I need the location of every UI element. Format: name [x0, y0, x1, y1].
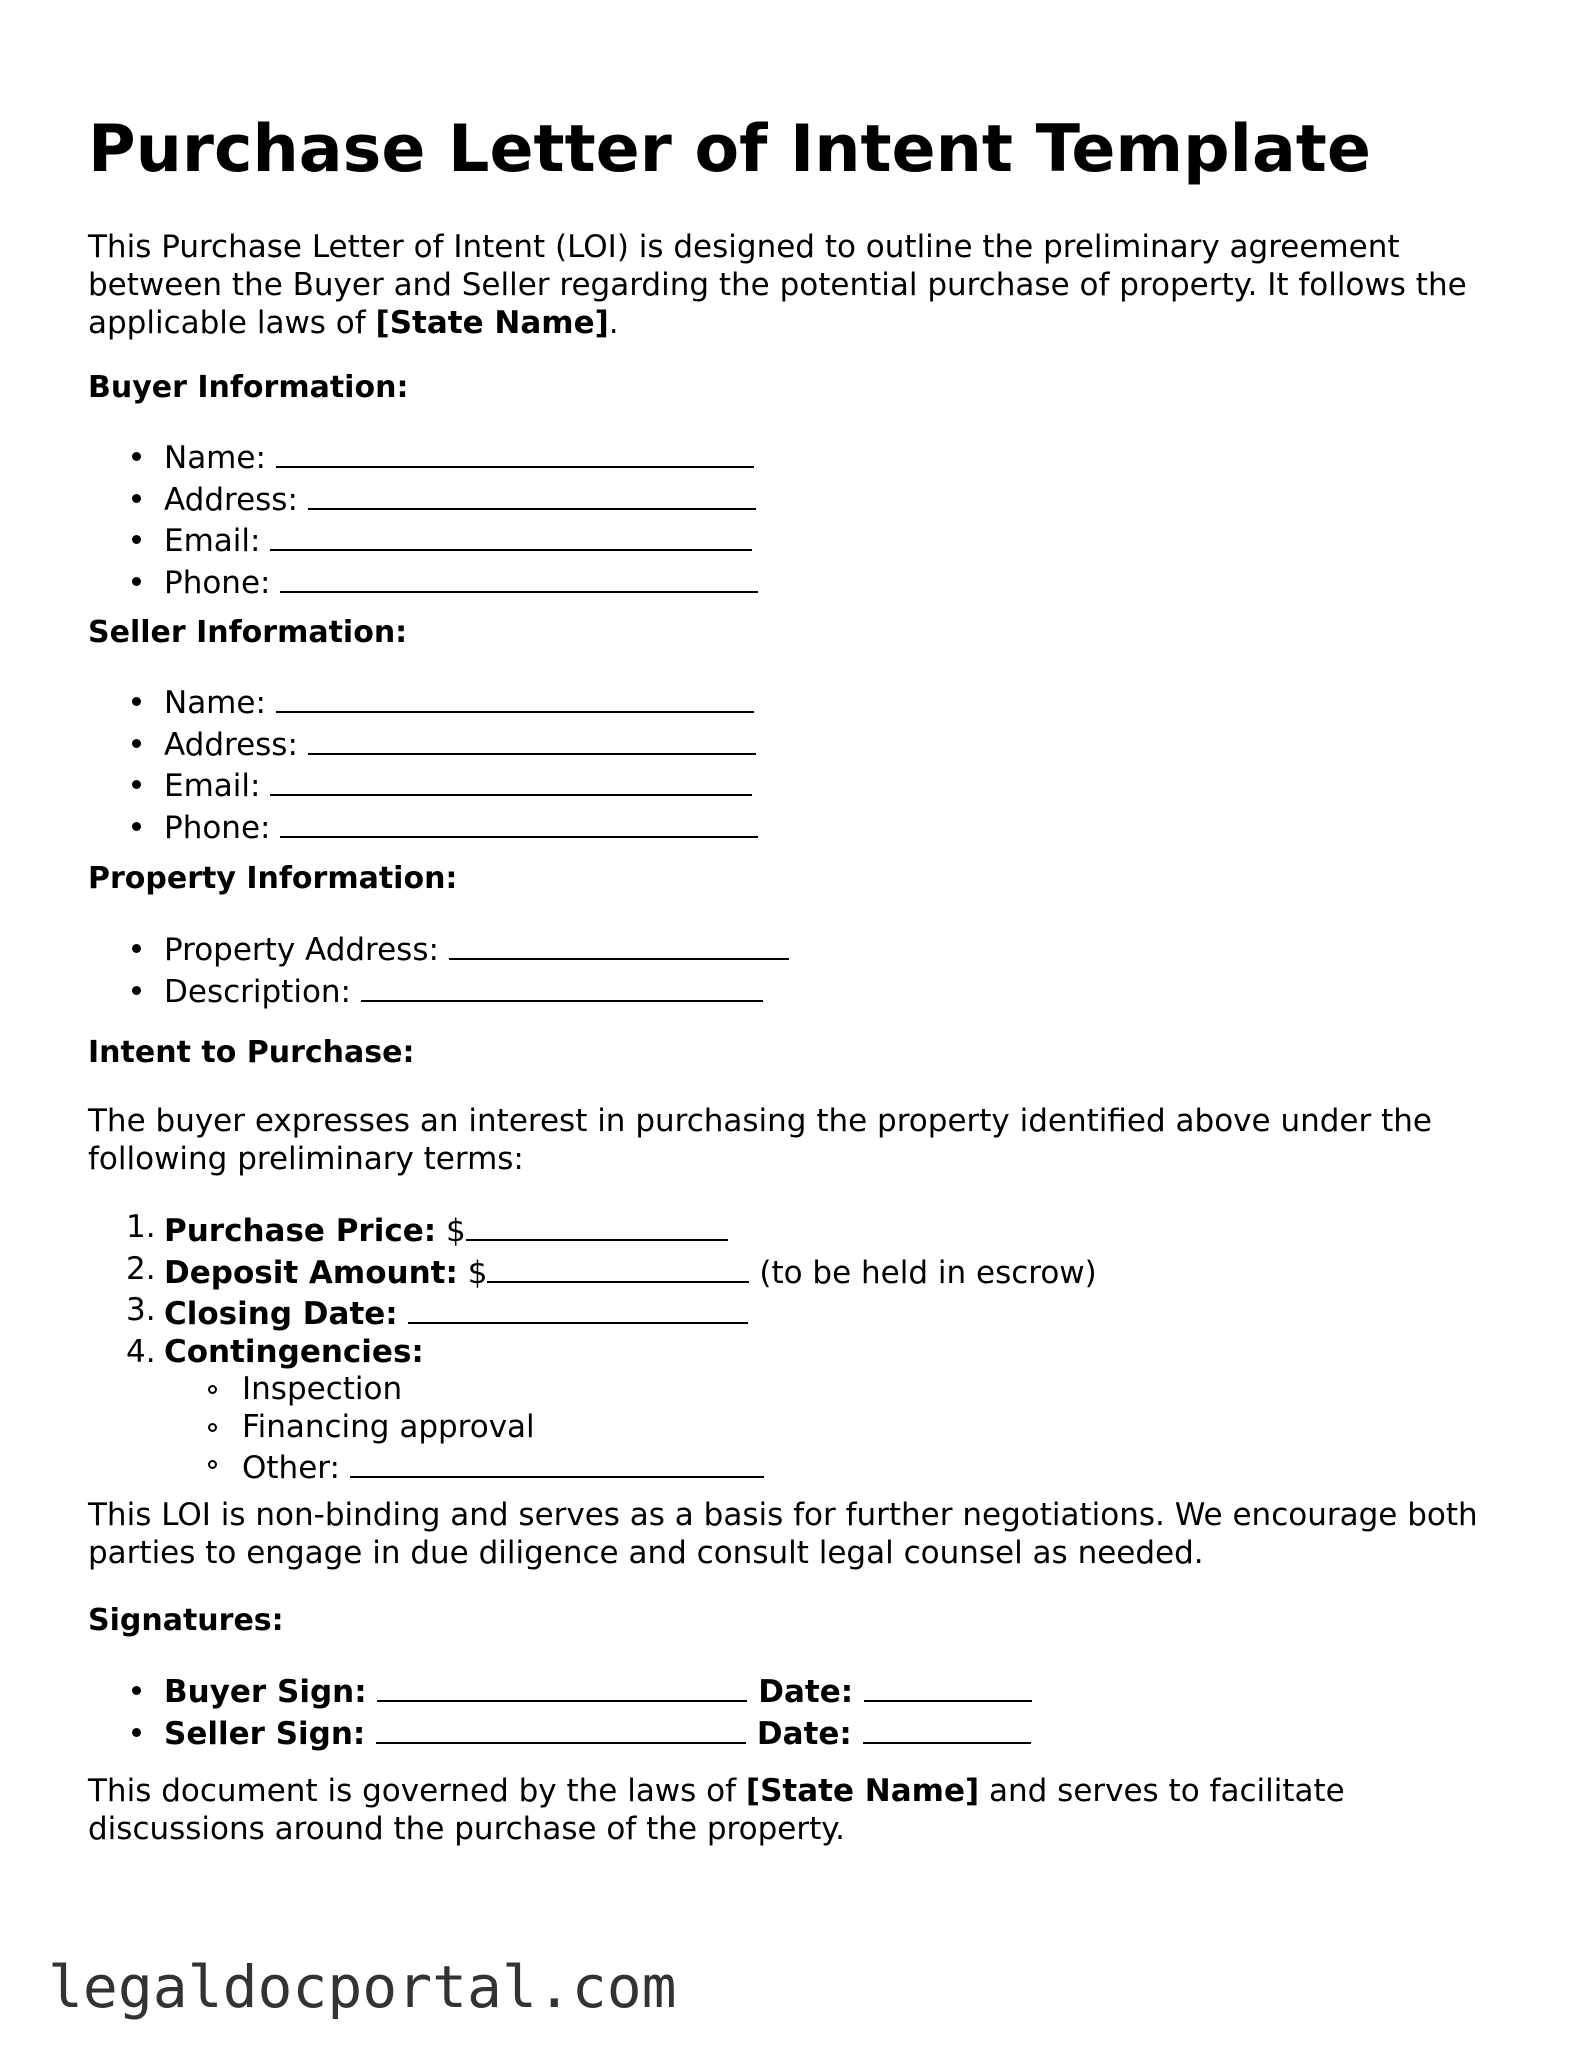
term-contingencies — [88, 1334, 1502, 1488]
term-deposit-amount — [88, 1251, 1502, 1293]
term-number: 1. — [126, 1209, 156, 1245]
closing-date-blank[interactable] — [408, 1292, 748, 1324]
term-label: Closing Date: — [164, 1296, 398, 1332]
buyer-signature-line — [88, 1670, 1502, 1712]
buyer-email-blank[interactable] — [270, 519, 752, 551]
property-description-field — [88, 970, 1502, 1012]
term-closing-date — [88, 1292, 1502, 1334]
nonbinding-paragraph: This LOI is non-binding and serves as a basis for further negotiations. We encourage both parties to engage in due diligence and consult legal counsel as needed. — [88, 1497, 1478, 1571]
buyer-phone-label: Phone: — [164, 564, 271, 601]
term-label: Contingencies: — [164, 1333, 424, 1370]
governing-text-end: and serves to facilitate discussions around the purchase of the property. — [88, 1773, 1345, 1847]
property-description-label: Description: — [164, 973, 351, 1010]
term-number: 2. — [126, 1250, 156, 1287]
signatures-list — [88, 1670, 1502, 1753]
intro-text: This Purchase Letter of Intent (LOI) is designed to outline the preliminary agreement between the Buyer and Seller regarding the potential purchase of property. It follows the applicable laws of — [88, 229, 1467, 341]
property-description-blank[interactable] — [361, 970, 763, 1002]
seller-phone-field — [88, 806, 1502, 848]
buyer-phone-blank[interactable] — [280, 561, 758, 593]
term-label: Deposit Amount: — [164, 1254, 458, 1291]
property-heading: Property Information: — [88, 861, 458, 896]
seller-email-blank[interactable] — [270, 764, 752, 796]
escrow-note: (to be held in escrow) — [759, 1254, 1097, 1291]
dollar-sign: $ — [467, 1254, 488, 1291]
seller-fields-list — [88, 681, 1502, 847]
buyer-address-blank[interactable] — [308, 478, 756, 510]
purchase-price-blank[interactable] — [466, 1209, 728, 1241]
contingency-financing: Financing approval — [164, 1409, 1502, 1447]
buyer-name-blank[interactable] — [276, 436, 754, 468]
seller-address-blank[interactable] — [308, 723, 756, 755]
contingency-other-label: Other: — [242, 1450, 340, 1486]
property-address-label: Property Address: — [164, 932, 439, 968]
seller-email-field — [88, 764, 1502, 806]
site-watermark: legaldocportal.com — [48, 1953, 677, 2021]
seller-name-blank[interactable] — [276, 681, 754, 713]
buyer-address-field — [88, 478, 1502, 520]
buyer-email-field — [88, 519, 1502, 561]
intro-text-end: . — [608, 305, 619, 341]
term-label: Purchase Price: — [164, 1213, 437, 1249]
contingency-other — [164, 1446, 1502, 1488]
seller-name-field — [88, 681, 1502, 723]
governing-text: This document is governed by the laws of — [88, 1773, 746, 1809]
seller-address-field — [88, 723, 1502, 765]
intent-paragraph: The buyer expresses an interest in purchasing the property identified above under the following preliminary terms: — [88, 1103, 1432, 1177]
seller-sign-label: Seller Sign: — [164, 1715, 366, 1752]
seller-address-label: Address: — [164, 726, 298, 763]
intro-state-placeholder: [State Name] — [375, 305, 609, 341]
buyer-name-label: Name: — [164, 440, 266, 476]
deposit-amount-blank[interactable] — [487, 1251, 749, 1283]
dollar-sign: $ — [446, 1213, 466, 1249]
seller-email-label: Email: — [164, 768, 261, 804]
contingency-other-blank[interactable] — [350, 1446, 764, 1478]
intro-paragraph — [88, 228, 1502, 342]
buyer-date-blank[interactable] — [864, 1670, 1032, 1702]
governing-state-placeholder: [State Name] — [745, 1773, 980, 1809]
buyer-signature-blank[interactable] — [377, 1670, 747, 1702]
property-address-blank[interactable] — [449, 928, 789, 960]
term-purchase-price — [88, 1209, 1502, 1251]
signatures-heading: Signatures: — [88, 1603, 284, 1638]
buyer-date-label: Date: — [758, 1674, 854, 1710]
governing-paragraph — [88, 1772, 1502, 1848]
contingency-inspection: Inspection — [164, 1371, 1502, 1409]
term-number: 4. — [126, 1333, 156, 1370]
buyer-fields-list — [88, 436, 1502, 602]
seller-heading: Seller Information: — [88, 615, 408, 650]
contingencies-list — [164, 1371, 1502, 1488]
seller-date-label: Date: — [756, 1715, 852, 1752]
seller-phone-label: Phone: — [164, 809, 271, 846]
buyer-email-label: Email: — [164, 523, 261, 559]
term-number: 3. — [126, 1292, 156, 1328]
seller-name-label: Name: — [164, 685, 266, 721]
seller-signature-line — [88, 1712, 1502, 1754]
seller-phone-blank[interactable] — [280, 806, 758, 838]
property-fields-list — [88, 928, 1502, 1011]
intent-heading: Intent to Purchase: — [88, 1035, 415, 1070]
property-address-field — [88, 928, 1502, 970]
buyer-name-field — [88, 436, 1502, 478]
document-title: Purchase Letter of Intent Template — [88, 112, 1371, 187]
terms-list — [88, 1209, 1502, 1488]
buyer-heading: Buyer Information: — [88, 370, 409, 405]
seller-date-blank[interactable] — [863, 1712, 1031, 1744]
seller-signature-blank[interactable] — [376, 1712, 746, 1744]
buyer-address-label: Address: — [164, 481, 298, 518]
buyer-phone-field — [88, 561, 1502, 603]
buyer-sign-label: Buyer Sign: — [164, 1674, 367, 1710]
